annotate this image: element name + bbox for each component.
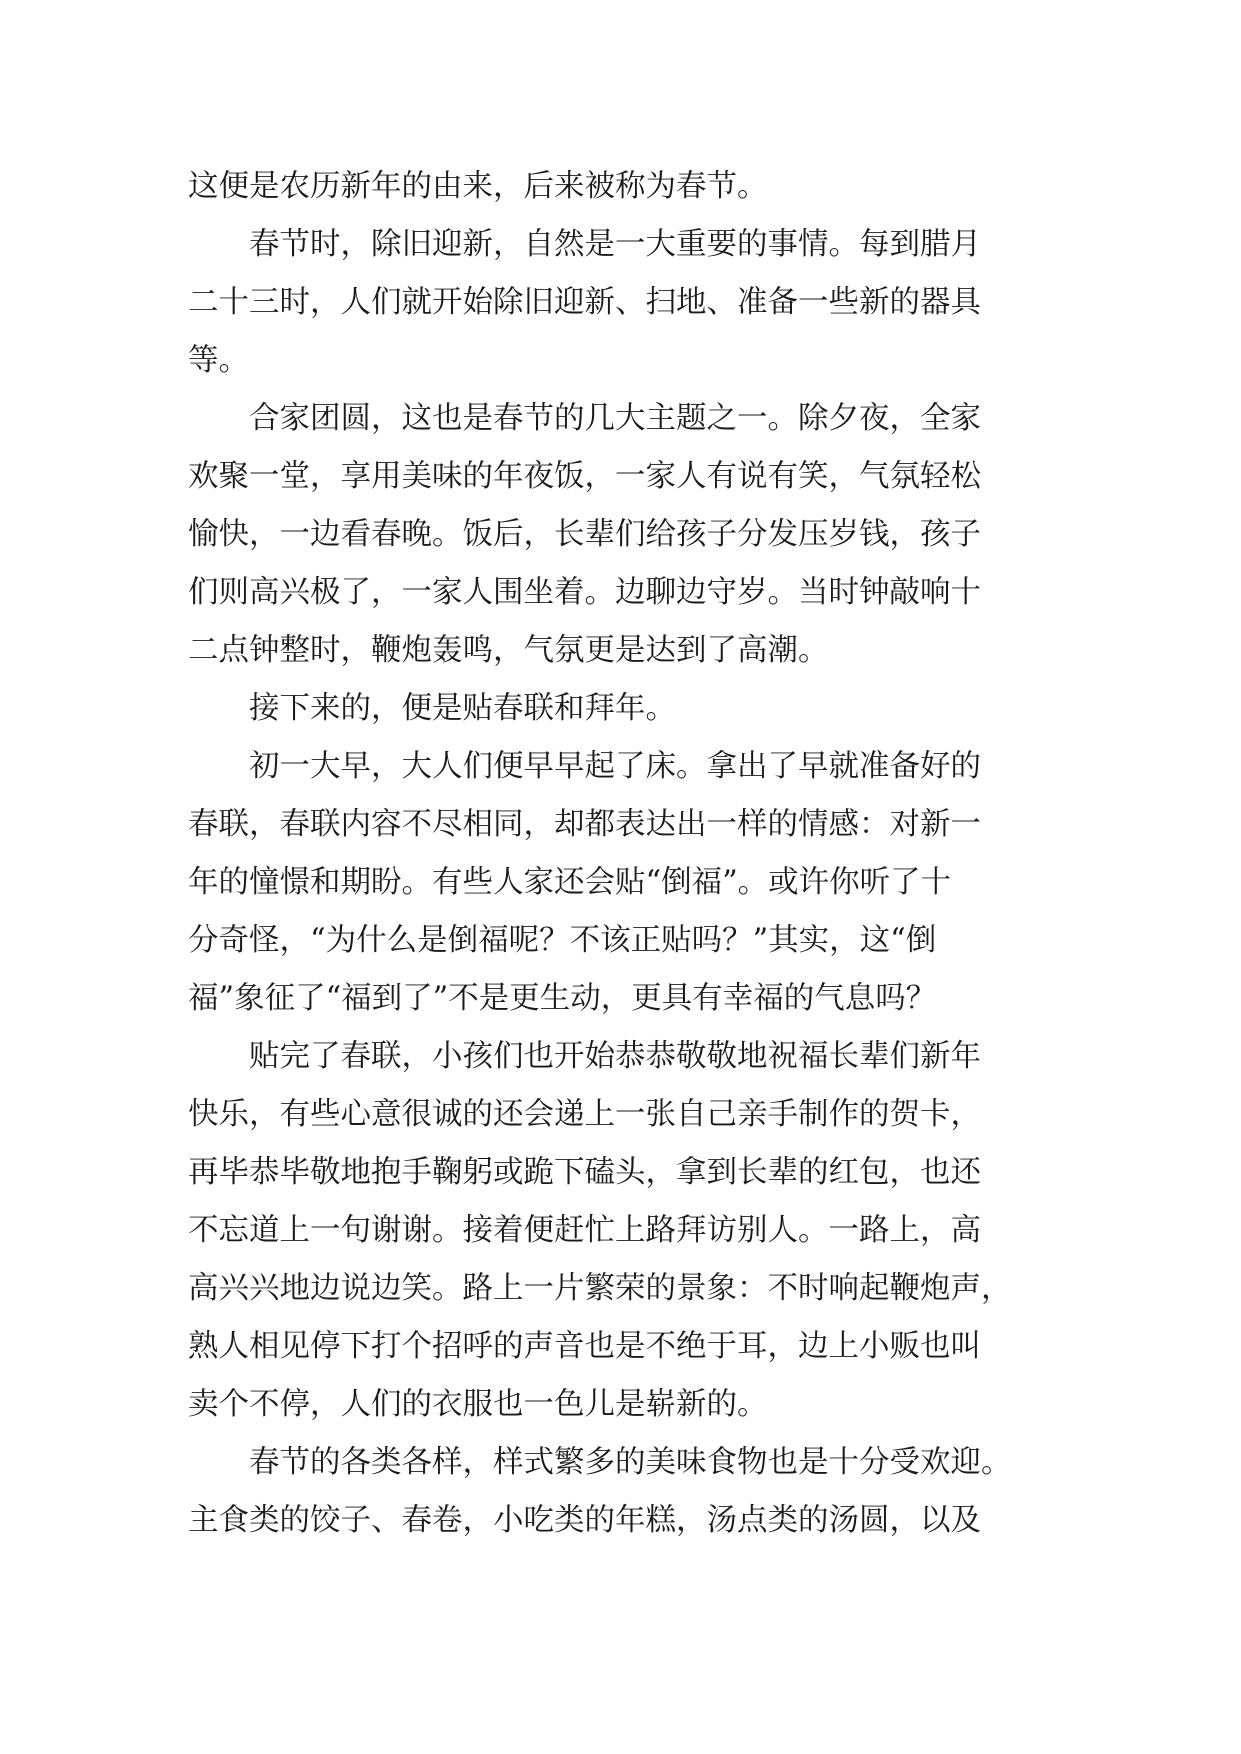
- text-line: 分奇怪，“为什么是倒福呢？不该正贴吗？”其实，这“倒: [188, 923, 937, 958]
- text-line: 初一大早，大人们便早早起了床。拿出了早就准备好的: [249, 749, 981, 784]
- text-line: 福”象征了“福到了”不是更生动，更具有幸福的气息吗？: [188, 981, 937, 1016]
- text-line: 这便是农历新年的由来，后来被称为春节。: [188, 169, 768, 204]
- text-line: 合家团圆，这也是春节的几大主题之一。除夕夜，全家: [249, 401, 981, 436]
- text-line: 主食类的饺子、春卷，小吃类的年糕，汤点类的汤圆，以及: [188, 1503, 981, 1538]
- text-line: 们则高兴极了，一家人围坐着。边聊边守岁。当时钟敲响十: [188, 575, 981, 610]
- text-line: 春节时，除旧迎新，自然是一大重要的事情。每到腊月: [249, 227, 981, 262]
- text-line: 再毕恭毕敬地抱手鞠躬或跪下磕头，拿到长辈的红包，也还: [188, 1155, 981, 1190]
- text-line: 不忘道上一句谢谢。接着便赶忙上路拜访别人。一路上，高: [188, 1213, 981, 1248]
- text-line: 春节的各类各样，样式繁多的美味食物也是十分受欢迎。: [249, 1445, 1012, 1480]
- document-body: [188, 158, 1058, 1550]
- text-line: 二十三时，人们就开始除旧迎新、扫地、准备一些新的器具: [188, 285, 981, 320]
- text-line: 贴完了春联，小孩们也开始恭恭敬敬地祝福长辈们新年: [249, 1039, 981, 1074]
- text-line: 年的憧憬和期盼。有些人家还会贴“倒福”。或许你听了十: [188, 865, 952, 900]
- text-line: 熟人相见停下打个招呼的声音也是不绝于耳，边上小贩也叫: [188, 1329, 981, 1364]
- text-line: 愉快，一边看春晚。饭后，长辈们给孩子分发压岁钱，孩子: [188, 517, 981, 552]
- text-line: 接下来的，便是贴春联和拜年。: [249, 691, 676, 726]
- text-line: 春联，春联内容不尽相同，却都表达出一样的情感：对新一: [188, 807, 981, 842]
- text-line: 卖个不停，人们的衣服也一色儿是崭新的。: [188, 1387, 768, 1422]
- text-line: 二点钟整时，鞭炮轰鸣，气氛更是达到了高潮。: [188, 633, 829, 668]
- text-line: 高兴兴地边说边笑。路上一片繁荣的景象：不时响起鞭炮声，: [188, 1271, 1012, 1306]
- text-line: 等。: [188, 343, 249, 378]
- text-line: 快乐，有些心意很诚的还会递上一张自己亲手制作的贺卡，: [188, 1097, 981, 1132]
- text-line: 欢聚一堂，享用美味的年夜饭，一家人有说有笑，气氛轻松: [188, 459, 981, 494]
